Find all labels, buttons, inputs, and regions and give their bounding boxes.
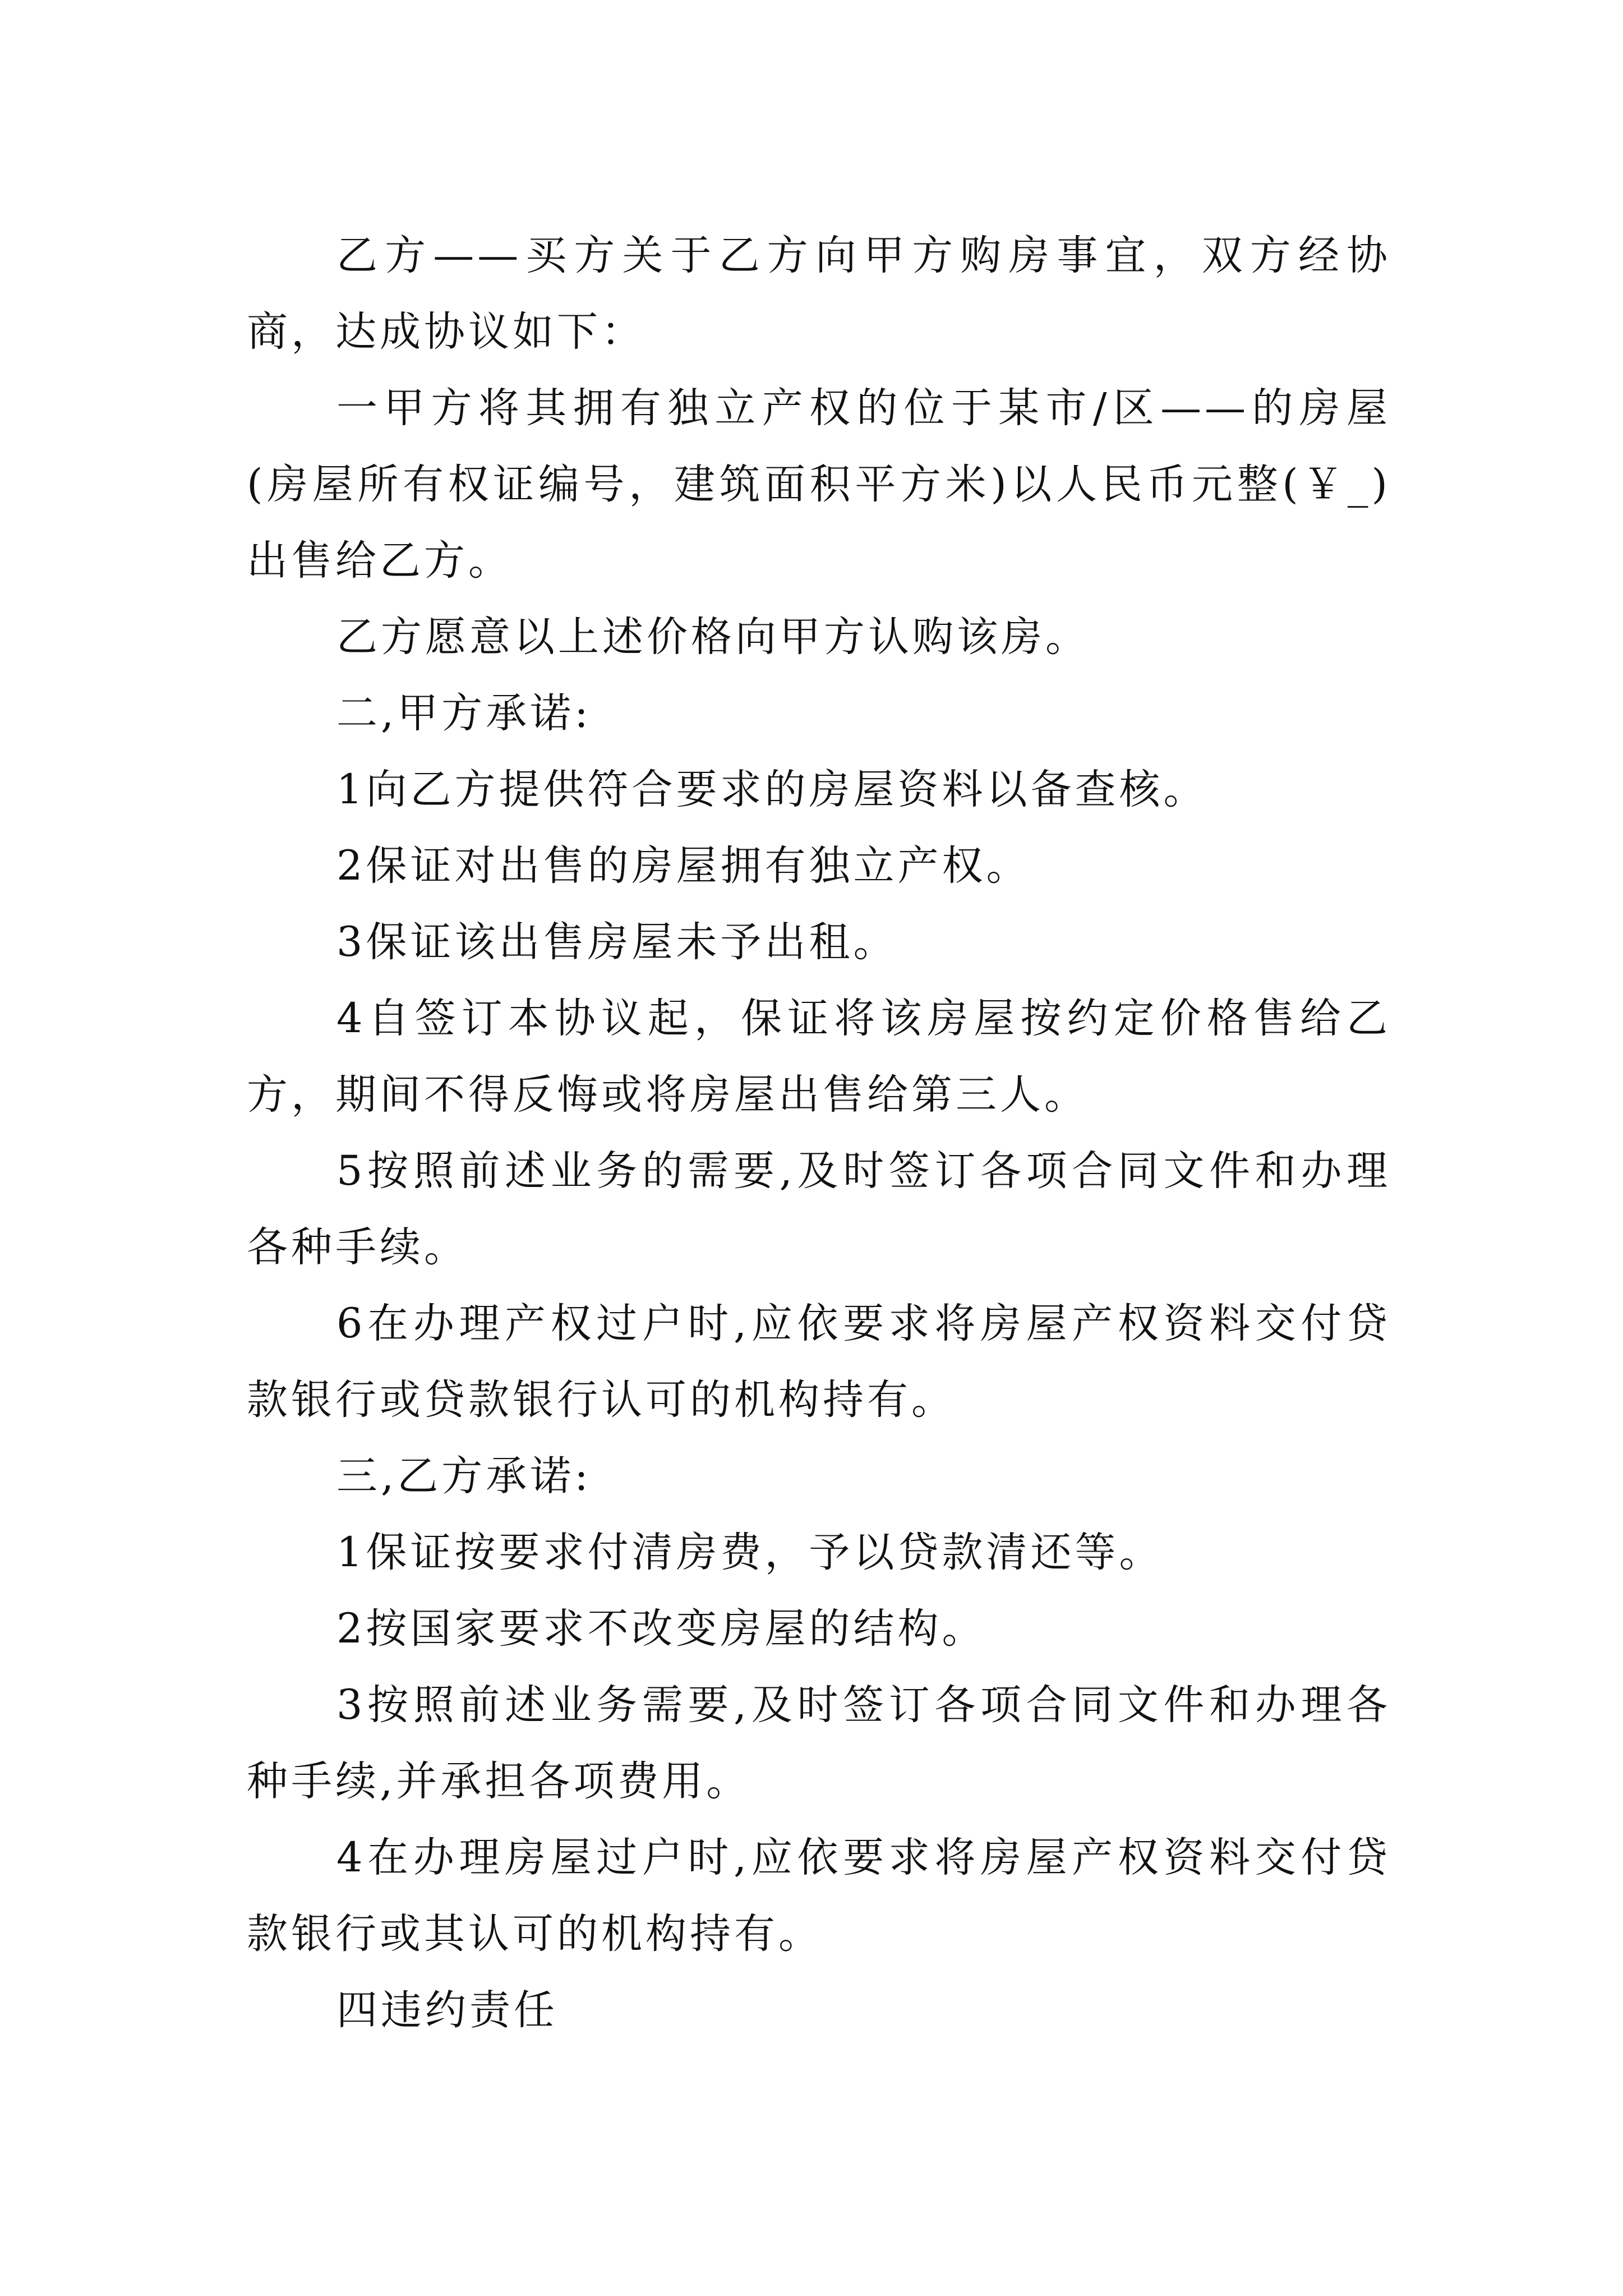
- paragraph-12: 1保证按要求付清房费，予以贷款清还等。: [336, 1529, 1164, 1576]
- paragraph-6: 2保证对出售的房屋拥有独立产权。: [336, 842, 1031, 890]
- paragraph-15: 4在办理房屋过户时,应依要求将房屋产权资料交付贷款银行或其认可的机构持有。: [247, 1834, 1391, 1958]
- document-body: [247, 218, 1391, 2049]
- section-heading-4: 四违约责任: [336, 1986, 558, 2034]
- paragraph-13: 2按国家要求不改变房屋的结构。: [336, 1605, 986, 1653]
- section-heading-2: 二,甲方承诺:: [336, 689, 592, 737]
- paragraph-10: 6在办理产权过户时,应依要求将房屋产权资料交付贷款银行或贷款银行认可的机构持有。: [247, 1300, 1391, 1424]
- paragraph-7: 3保证该出售房屋未予出租。: [336, 918, 898, 966]
- paragraph-5: 1向乙方提供符合要求的房屋资料以备查核。: [336, 766, 1208, 813]
- paragraph-2: 一甲方将其拥有独立产权的位于某市/区——的房屋(房屋所有权证编号，建筑面积平方米)以人民币元整(￥_)出售给乙方。: [247, 384, 1391, 585]
- paragraph-9: 5按照前述业务的需要,及时签订各项合同文件和办理各种手续。: [247, 1147, 1391, 1271]
- section-heading-3: 三,乙方承诺:: [336, 1452, 592, 1500]
- paragraph-3: 乙方愿意以上述价格向甲方认购该房。: [336, 613, 1090, 661]
- paragraph-1: 乙方——买方关于乙方向甲方购房事宜，双方经协商，达成协议如下：: [247, 232, 1391, 356]
- paragraph-8: 4自签订本协议起，保证将该房屋按约定价格售给乙方，期间不得反悔或将房屋出售给第三人。: [247, 995, 1391, 1119]
- paragraph-14: 3按照前述业务需要,及时签订各项合同文件和办理各种手续,并承担各项费用。: [247, 1681, 1391, 1805]
